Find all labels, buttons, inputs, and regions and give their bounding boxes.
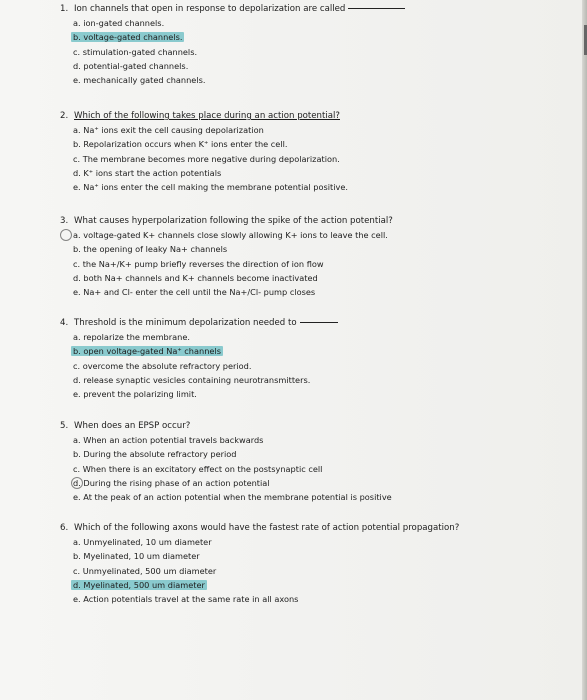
question-1-number: 1. [60, 4, 69, 14]
question-5-option-d [73, 476, 560, 490]
question-1-option-b [73, 30, 560, 44]
question-4-number: 4. [60, 318, 69, 328]
question-6 [60, 521, 560, 606]
question-3-text: What causes hyperpolarization following the spike of the action potential? [74, 216, 393, 226]
question-5-option-a: a. When an action potential travels backwards [73, 435, 264, 445]
question-5-option-e: e. At the peak of an action potential when the membrane potential is positive [73, 492, 392, 503]
question-4-option-b [73, 344, 560, 358]
question-3-option-b: b. the opening of leaky Na+ channels [73, 244, 228, 255]
question-5-option-c: c. When there is an excitatory effect on the postsynaptic cell [73, 463, 323, 474]
question-2-option-c: c. The membrane becomes more negative during depolarization. [73, 153, 340, 164]
question-3-option-a [73, 228, 560, 242]
question-1-option-d: d. potential-gated channels. [73, 60, 189, 71]
question-3-option-d: d. both Na+ channels and K+ channels become inactivated [73, 272, 318, 283]
question-6-prompt [60, 521, 560, 535]
question-3-option-a-pencil-circle [60, 229, 72, 241]
question-6-option-a: a. Unmyelinated, 10 um diameter [73, 537, 212, 547]
question-2-options [73, 123, 560, 194]
question-1-prompt [60, 2, 560, 16]
page-edge-shadow [582, 0, 587, 700]
question-5-prompt [60, 419, 560, 433]
question-6-option-d-highlight: d. Myelinated, 500 um diameter [73, 579, 205, 590]
question-6-option-b: b. Myelinated, 10 um diameter [73, 551, 200, 562]
question-3-number: 3. [60, 216, 69, 226]
question-3-prompt [60, 214, 560, 228]
question-1-option-e: e. mechanically gated channels. [73, 75, 206, 86]
question-3-option-a-text: a. voltage-gated K+ channels close slowly allowing K+ ions to leave the cell. [73, 230, 388, 240]
question-6-option-c: c. Unmyelinated, 500 um diameter [73, 565, 217, 576]
question-4 [60, 316, 560, 401]
question-4-answer-blank [300, 322, 338, 323]
question-3-option-c: c. the Na+/K+ pump briefly reverses the direction of ion flow [73, 258, 324, 269]
question-6-options [73, 535, 560, 606]
question-4-text: Threshold is the minimum depolarization needed to [74, 318, 297, 328]
question-1-options [73, 16, 560, 87]
question-5-option-d-text: d. During the rising phase of an action potential [73, 477, 270, 488]
question-1-option-a: a. ion-gated channels. [73, 18, 165, 28]
question-6-number: 6. [60, 523, 69, 533]
question-6-option-e: e. Action potentials travel at the same rate in all axons [73, 594, 299, 605]
question-3 [60, 214, 560, 299]
question-2-prompt [60, 109, 560, 123]
question-2-number: 2. [60, 111, 69, 121]
question-1-answer-blank [348, 8, 405, 9]
question-3-option-e: e. Na+ and Cl- enter the cell until the Na+/Cl- pump closes [73, 287, 316, 298]
question-5-text: When does an EPSP occur? [74, 421, 191, 431]
question-2-text: Which of the following takes place during an action potential? [74, 111, 340, 121]
question-2-option-d: d. K⁺ ions start the action potentials [73, 167, 222, 178]
question-1-option-c: c. stimulation-gated channels. [73, 46, 198, 57]
question-5 [60, 419, 560, 504]
question-4-option-d: d. release synaptic vesicles containing neurotransmitters. [73, 374, 311, 385]
question-4-option-e: e. prevent the polarizing limit. [73, 389, 197, 400]
question-4-option-b-highlight: b. open voltage-gated Na⁺ channels [73, 346, 221, 357]
question-1-text: Ion channels that open in response to depolarization are called [74, 4, 346, 14]
question-4-option-c: c. overcome the absolute refractory period. [73, 360, 252, 371]
question-1 [60, 2, 560, 87]
question-2 [60, 109, 560, 194]
question-1-option-b-highlight: b. voltage-gated channels. [73, 32, 183, 43]
question-5-option-d-pencil-circle [71, 477, 83, 489]
question-4-option-a: a. repolarize the membrane. [73, 332, 190, 342]
question-5-number: 5. [60, 421, 69, 431]
question-2-option-e: e. Na⁺ ions enter the cell making the membrane potential positive. [73, 182, 348, 193]
question-5-options [73, 433, 560, 504]
question-6-option-d [73, 578, 560, 592]
question-5-option-b: b. During the absolute refractory period [73, 449, 237, 460]
question-6-text: Which of the following axons would have the fastest rate of action potential propagation? [74, 523, 460, 533]
question-3-options [73, 228, 560, 299]
question-4-prompt [60, 316, 560, 330]
question-2-option-a: a. Na⁺ ions exit the cell causing depolarization [73, 125, 264, 135]
question-4-options [73, 330, 560, 401]
question-2-option-b: b. Repolarization occurs when K⁺ ions enter the cell. [73, 139, 288, 150]
